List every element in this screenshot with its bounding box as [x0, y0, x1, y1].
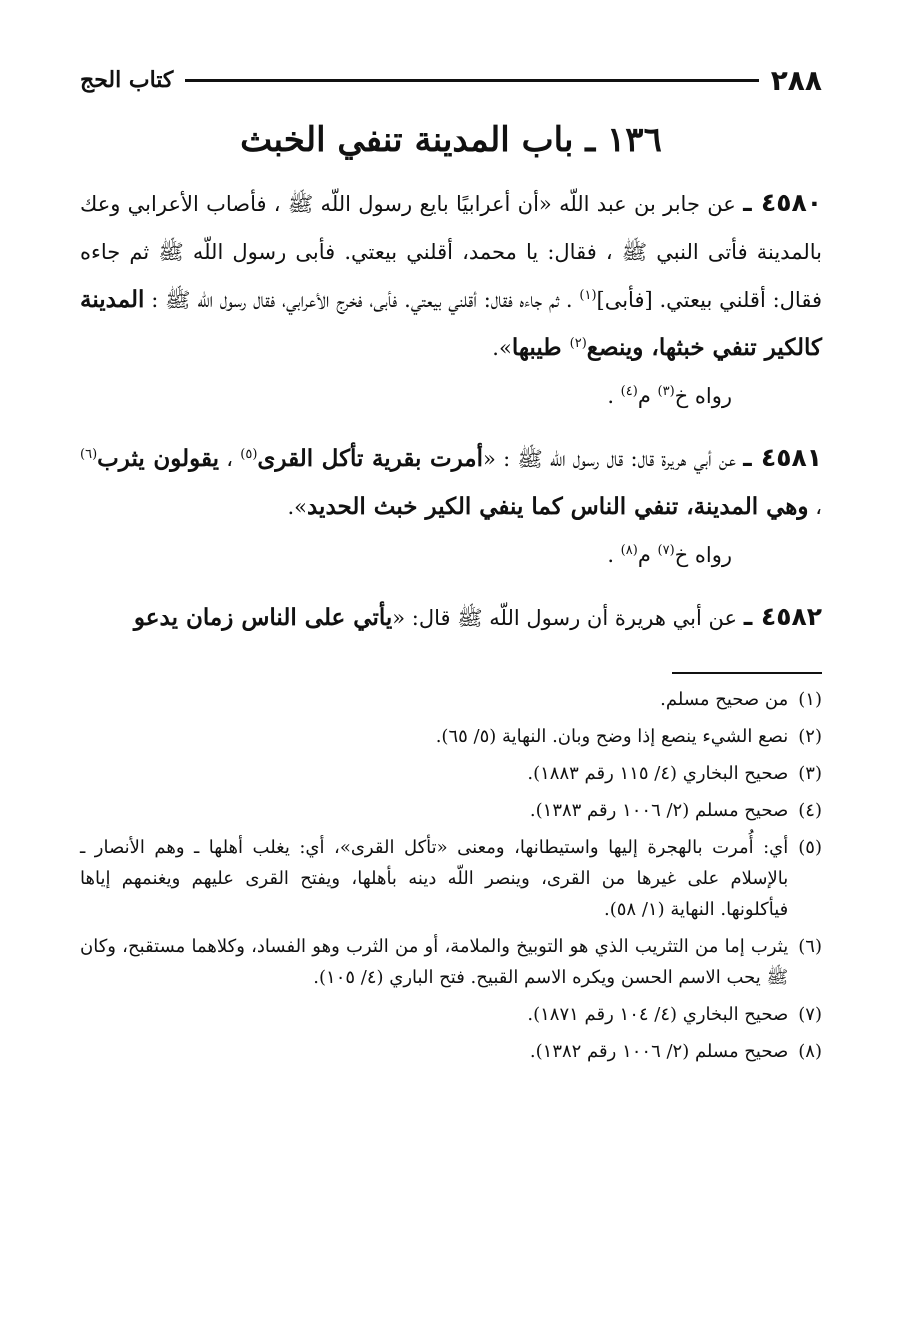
book-title: كتاب الحج	[80, 67, 174, 93]
footnote-text: صحيح البخاري (٤/ ١٠٤ رقم ١٨٧١).	[527, 1003, 789, 1025]
footnote-text: صحيح مسلم (٢/ ١٠٠٦ رقم ١٣٨٢).	[529, 1040, 789, 1062]
running-header	[80, 60, 822, 100]
footnote-item	[80, 684, 822, 715]
hadith-text: ،	[808, 494, 822, 519]
footnote-number: (١)	[798, 688, 822, 710]
hadith-4581	[80, 434, 822, 531]
reference-text: م	[637, 383, 658, 408]
footnote-ref: (٢)	[569, 335, 587, 351]
footnote-item	[80, 758, 822, 789]
book-page	[80, 60, 822, 1073]
footnote-item	[80, 795, 822, 826]
footnote-text: أي: أُمرت بالهجرة إليها واستيطانها، ومعنى «تأكل القرى»، أي: يغلب أهلها ـ وهم الأنصار ـ بالإسلام على غيرها من القرى، وينصر اللّه دينه بأهلها، ويفتح القرى عليهم ويغنمهم إياها فيأكلونها. النهاية (١/ ٥٨).	[80, 836, 789, 920]
hadith-number: ٤٥٨٢ ـ	[743, 601, 822, 631]
hadith-text: . ثم جاءه فقال: أقلني بيعتي. فأبى، فخرج الأعرابي، فقال رسول اللّه ﷺ :	[144, 287, 580, 312]
reference-text: .	[607, 542, 621, 567]
footnote-ref: (٨)	[620, 542, 638, 558]
footnote-ref: (٦)	[80, 446, 98, 462]
footnote-number: (٣)	[798, 762, 822, 784]
footnote-ref: (٥)	[240, 446, 258, 462]
prophetic-quote: طيبها	[511, 333, 570, 361]
reference-text: رواه خ	[674, 542, 732, 567]
footnote-ref: (٤)	[620, 383, 638, 399]
footnote-text: يثرب إما من التثريب الذي هو التوبيخ والملامة، أو من الثرب وهو الفساد، وكلاهما مستقبح، وكان ﷺ يحب الاسم الحسن ويكره الاسم القبيح. فتح الباري (٤/ ١٠٥).	[80, 935, 789, 988]
footnote-ref: (٣)	[657, 383, 675, 399]
hadith-text: ،	[219, 446, 241, 471]
hadith-reference	[80, 372, 822, 420]
footnote-text: من صحيح مسلم.	[660, 688, 789, 710]
footnote-item	[80, 721, 822, 752]
prophetic-quote: المدينة كالكير تنفي خبثها، وينصع	[80, 285, 822, 361]
footnote-number: (٦)	[798, 935, 822, 957]
footnote-text: صحيح مسلم (٢/ ١٠٠٦ رقم ١٣٨٣).	[529, 799, 789, 821]
footnote-text: صحيح البخاري (٤/ ١١٥ رقم ١٨٨٣).	[527, 762, 789, 784]
footnote-number: (٤)	[798, 799, 822, 821]
prophetic-quote: أمرت بقرية تأكل القرى	[257, 444, 484, 472]
hadith-text: عن جابر بن عبد اللّه «أن أعرابيًا بايع رسول اللّه ﷺ ، فأصاب الأعرابي وعك بالمدينة فأتى النبي ﷺ ، فقال: يا محمد، أقلني بيعتي. فأبى رسول اللّه ﷺ ثم جاءه فقال: أقلني بيعتي. [فأبى]	[80, 191, 822, 312]
hadith-closing: ».	[492, 335, 512, 360]
prophetic-quote: يقولون يثرب	[97, 444, 220, 472]
footnote-number: (٢)	[798, 725, 822, 747]
hadith-4580	[80, 179, 822, 372]
hadith-closing: ».	[287, 494, 307, 519]
hadith-text: عن أبي هريرة قال: قال رسول اللّه ﷺ : «	[483, 446, 736, 471]
footnote-separator	[672, 672, 822, 674]
footnote-number: (٨)	[798, 1040, 822, 1062]
reference-text: رواه خ	[674, 383, 732, 408]
footnote-item	[80, 999, 822, 1030]
footnote-item	[80, 1036, 822, 1067]
reference-text: م	[637, 542, 658, 567]
hadith-number: ٤٥٨١ ـ	[743, 442, 822, 472]
footnotes-list	[80, 684, 822, 1067]
prophetic-quote: يأتي على الناس زمان يدعو	[133, 603, 393, 631]
page-number: ٢٨٨	[770, 63, 822, 97]
prophetic-quote: وهي المدينة، تنفي الناس كما ينفي الكير خبث الحديد	[306, 492, 809, 520]
footnote-ref: (١)	[579, 287, 597, 303]
footnote-number: (٥)	[798, 836, 822, 858]
footnote-text: نصع الشيء ينصع إذا وضح وبان. النهاية (٥/ ٦٥).	[435, 725, 789, 747]
footnote-item	[80, 832, 822, 925]
hadith-number: ٤٥٨٠ ـ	[743, 187, 822, 217]
chapter-title: ١٣٦ ـ باب المدينة تنفي الخبث	[240, 120, 662, 160]
footnote-ref: (٧)	[657, 542, 675, 558]
reference-text: .	[607, 383, 621, 408]
hadith-reference	[80, 531, 822, 579]
hadith-text: عن أبي هريرة أن رسول اللّه ﷺ قال: «	[392, 605, 738, 630]
header-rule	[185, 79, 758, 82]
footnote-item	[80, 931, 822, 993]
hadith-4582	[80, 593, 822, 642]
footnote-number: (٧)	[798, 1003, 822, 1025]
